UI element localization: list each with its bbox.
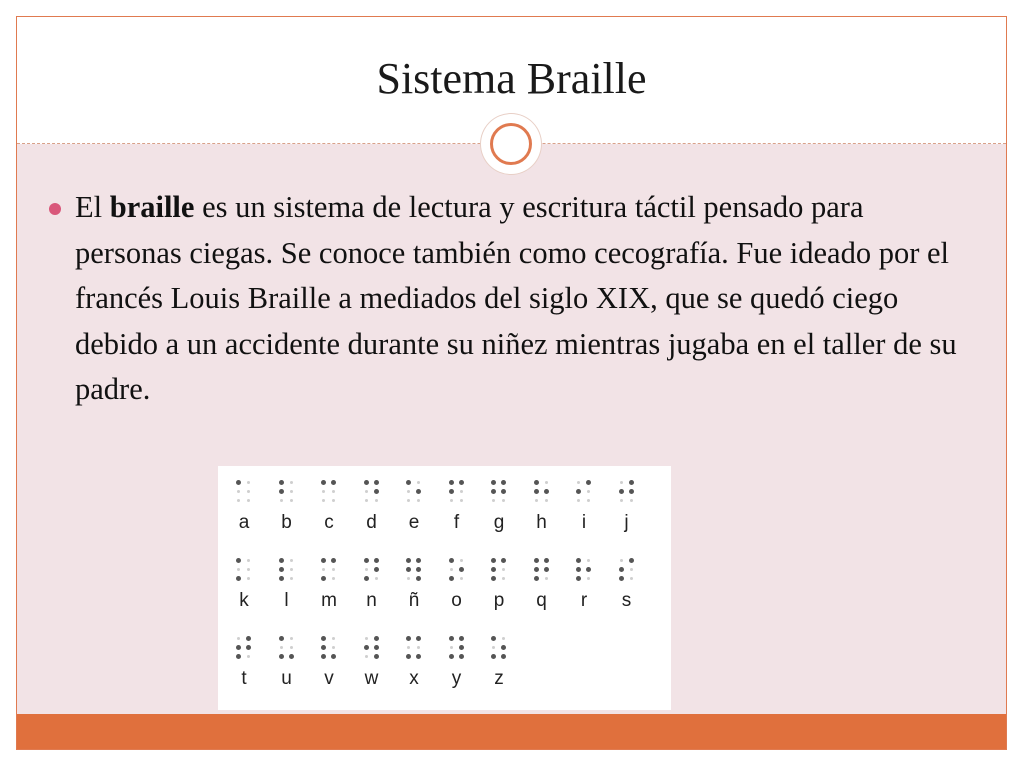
braille-letter-label: o [451, 590, 462, 611]
braille-dot [619, 567, 624, 572]
braille-dot [280, 499, 283, 502]
braille-letter-label: v [324, 668, 334, 689]
braille-dot [406, 558, 411, 563]
braille-dot [449, 576, 454, 581]
braille-dot [459, 480, 464, 485]
braille-dot [406, 636, 411, 641]
braille-dot [586, 567, 591, 572]
braille-dot [587, 559, 590, 562]
braille-dot [619, 576, 624, 581]
braille-letter-label: p [493, 590, 505, 611]
braille-dot [247, 655, 250, 658]
braille-dot [279, 567, 284, 572]
braille-dot [280, 646, 283, 649]
slide-title: Sistema Braille [376, 54, 647, 103]
braille-dot [290, 559, 293, 562]
braille-dot [501, 480, 506, 485]
braille-letter-label: h [536, 512, 547, 533]
braille-dot [331, 558, 336, 563]
braille-cell-q [522, 556, 562, 626]
braille-dot [290, 637, 293, 640]
braille-letter-label: j [624, 512, 629, 533]
bullet-rest: es un sistema de lectura y escritura táctil pensado para personas ciegas. Se conoce también como cecografía. Fue ideado por el francés Louis Braille a mediados del siglo XIX, que se quedó ciego debido a un accidente durante su niñez mientras jugaba en el taller de su padre. [75, 190, 957, 406]
braille-dot [620, 559, 623, 562]
braille-letter-label: k [239, 590, 249, 611]
braille-dot [502, 568, 505, 571]
braille-dot [331, 654, 336, 659]
slide [16, 16, 1007, 750]
braille-dot [576, 558, 581, 563]
braille-dot [279, 489, 284, 494]
braille-dot [407, 490, 410, 493]
braille-letter-label: e [408, 512, 420, 533]
braille-letter-label: t [241, 668, 247, 689]
braille-dot [247, 559, 250, 562]
braille-dot [406, 567, 411, 572]
braille-cell-f [437, 478, 477, 548]
braille-dot [375, 499, 378, 502]
braille-dot [321, 654, 326, 659]
braille-dot [321, 480, 326, 485]
braille-dot [236, 480, 241, 485]
braille-letter-label: m [321, 590, 337, 611]
braille-dot [416, 558, 421, 563]
braille-dot [322, 568, 325, 571]
braille-dot [491, 567, 496, 572]
braille-letter-label: r [580, 590, 588, 611]
braille-letter-label: g [493, 512, 505, 533]
braille-dot [491, 654, 496, 659]
braille-dot [374, 636, 379, 641]
braille-dot [279, 480, 284, 485]
braille-dot [236, 645, 241, 650]
braille-letter-label: u [281, 668, 292, 689]
braille-dot [374, 654, 379, 659]
braille-dot [236, 654, 241, 659]
braille-letter-label: ñ [408, 590, 420, 611]
braille-dot [236, 558, 241, 563]
braille-cell-g [479, 478, 519, 548]
braille-cell-o [437, 556, 477, 626]
braille-cell-j [607, 478, 647, 548]
braille-dot [620, 499, 623, 502]
braille-dot [237, 499, 240, 502]
braille-dot [534, 489, 539, 494]
braille-cell-z [479, 634, 519, 704]
braille-dot [407, 577, 410, 580]
braille-dot [416, 654, 421, 659]
braille-dot [460, 490, 463, 493]
braille-dot [279, 654, 284, 659]
braille-cell-k [224, 556, 264, 626]
braille-dot [587, 499, 590, 502]
braille-dot [375, 577, 378, 580]
braille-dot [332, 577, 335, 580]
braille-dot [374, 489, 379, 494]
braille-cell-r [564, 556, 604, 626]
braille-dot [491, 576, 496, 581]
braille-dot [374, 645, 379, 650]
braille-cell-c [309, 478, 349, 548]
braille-dot [491, 480, 496, 485]
braille-dot [629, 489, 634, 494]
braille-dot [620, 481, 623, 484]
braille-dot [416, 636, 421, 641]
braille-letter-label: c [324, 512, 334, 533]
braille-cell-y [437, 634, 477, 704]
braille-dot [321, 645, 326, 650]
braille-dot [416, 576, 421, 581]
braille-dot [501, 489, 506, 494]
braille-cell-b [267, 478, 307, 548]
braille-dot [630, 499, 633, 502]
braille-letter-label: y [451, 668, 462, 689]
braille-dot [247, 577, 250, 580]
braille-letter-label: d [366, 512, 377, 533]
braille-alphabet-image [218, 466, 671, 710]
braille-dot [459, 636, 464, 641]
braille-dot [322, 499, 325, 502]
braille-dot [321, 636, 326, 641]
braille-dot [587, 490, 590, 493]
braille-letter-label: q [536, 590, 547, 611]
braille-letter-label: l [284, 590, 289, 611]
braille-dot [406, 654, 411, 659]
braille-dot [450, 499, 453, 502]
braille-cell-e [394, 478, 434, 548]
braille-dot [629, 558, 634, 563]
braille-dot [321, 576, 326, 581]
braille-dot [544, 489, 549, 494]
braille-dot [491, 558, 496, 563]
braille-dot [492, 646, 495, 649]
braille-dot [332, 637, 335, 640]
braille-dot [576, 489, 581, 494]
braille-dot [279, 576, 284, 581]
braille-dot [460, 559, 463, 562]
braille-letter-label: f [453, 512, 460, 533]
braille-cell-s [607, 556, 647, 626]
braille-dot [629, 480, 634, 485]
braille-dot [279, 636, 284, 641]
braille-dot [374, 558, 379, 563]
braille-dot [534, 480, 539, 485]
bullet-text [75, 185, 964, 413]
braille-dot [237, 490, 240, 493]
braille-dot [247, 499, 250, 502]
braille-dot [365, 637, 368, 640]
braille-dot [577, 481, 580, 484]
braille-cell-h [522, 478, 562, 548]
braille-dot [534, 567, 539, 572]
braille-dot [416, 489, 421, 494]
braille-dot [407, 646, 410, 649]
braille-dot [332, 568, 335, 571]
braille-dot [491, 636, 496, 641]
braille-dot [630, 568, 633, 571]
braille-dot [576, 576, 581, 581]
braille-dot [365, 499, 368, 502]
braille-dot [459, 567, 464, 572]
braille-dot [501, 645, 506, 650]
braille-cell-t [224, 634, 264, 704]
braille-dot [545, 499, 548, 502]
braille-dot [331, 480, 336, 485]
braille-dot [619, 489, 624, 494]
braille-dot [459, 645, 464, 650]
braille-dot [449, 480, 454, 485]
braille-dot [449, 489, 454, 494]
braille-dot [290, 499, 293, 502]
braille-cell-i [564, 478, 604, 548]
braille-dot [364, 645, 369, 650]
braille-dot [450, 568, 453, 571]
braille-dot [534, 558, 539, 563]
braille-dot [364, 480, 369, 485]
braille-dot [544, 558, 549, 563]
braille-cell-n [352, 556, 392, 626]
braille-dot [332, 499, 335, 502]
bullet-lead: El [75, 190, 103, 224]
braille-dot [417, 499, 420, 502]
braille-dot [534, 576, 539, 581]
braille-dot [322, 490, 325, 493]
braille-cell-l [267, 556, 307, 626]
braille-cell-p [479, 556, 519, 626]
braille-dot [246, 645, 251, 650]
braille-cell-v [309, 634, 349, 704]
braille-dot [502, 499, 505, 502]
braille-dot [630, 577, 633, 580]
braille-dot [501, 654, 506, 659]
braille-dot [374, 567, 379, 572]
braille-dot [417, 481, 420, 484]
braille-dot [502, 577, 505, 580]
braille-letter-label: x [409, 668, 419, 689]
braille-dot [279, 558, 284, 563]
braille-cell-ñ [394, 556, 434, 626]
braille-cell-x [394, 634, 434, 704]
braille-dot [290, 481, 293, 484]
braille-dot [290, 646, 293, 649]
braille-dot [332, 490, 335, 493]
braille-dot [460, 577, 463, 580]
braille-dot [237, 637, 240, 640]
braille-cell-w [352, 634, 392, 704]
braille-dot [407, 499, 410, 502]
braille-dot [502, 637, 505, 640]
braille-dot [236, 576, 241, 581]
braille-dot [491, 489, 496, 494]
braille-letter-label: s [621, 590, 632, 611]
braille-dot [290, 490, 293, 493]
braille-dot [364, 576, 369, 581]
braille-letter-label: b [281, 512, 292, 533]
braille-dot [449, 558, 454, 563]
braille-letter-label: i [581, 512, 587, 533]
braille-dot [290, 568, 293, 571]
braille-dot [501, 558, 506, 563]
braille-dot [365, 568, 368, 571]
braille-cell-u [267, 634, 307, 704]
braille-cell-a [224, 478, 264, 548]
braille-dot [365, 655, 368, 658]
bullet-bold-term: braille [109, 190, 195, 224]
braille-dot [289, 654, 294, 659]
bottom-accent-bar [17, 714, 1006, 749]
braille-dot [332, 646, 335, 649]
braille-dot [535, 499, 538, 502]
braille-dot [577, 499, 580, 502]
braille-cell-d [352, 478, 392, 548]
braille-dot [586, 480, 591, 485]
braille-dot [416, 567, 421, 572]
braille-cell-m [309, 556, 349, 626]
braille-dot [576, 567, 581, 572]
braille-dot [545, 577, 548, 580]
braille-dot [587, 577, 590, 580]
braille-dot [247, 481, 250, 484]
bullet-dot-icon [49, 203, 61, 215]
braille-dot [290, 577, 293, 580]
braille-dot [365, 490, 368, 493]
circle-ornament-icon [481, 114, 541, 174]
braille-dot [374, 480, 379, 485]
braille-dot [492, 499, 495, 502]
braille-dot [246, 636, 251, 641]
braille-dot [406, 480, 411, 485]
braille-dot [449, 636, 454, 641]
bullet-item [49, 185, 964, 413]
braille-dot [545, 481, 548, 484]
braille-dot [417, 646, 420, 649]
braille-dot [247, 568, 250, 571]
braille-letter-label: z [494, 668, 504, 689]
braille-dot [247, 490, 250, 493]
braille-letter-label: w [364, 668, 379, 689]
braille-dot [364, 558, 369, 563]
braille-dot [459, 654, 464, 659]
ring-icon [490, 123, 532, 165]
braille-letter-label: a [238, 512, 250, 533]
braille-dot [544, 567, 549, 572]
braille-dot [237, 568, 240, 571]
braille-dot [450, 646, 453, 649]
braille-letter-label: n [366, 590, 377, 611]
braille-dot [449, 654, 454, 659]
braille-dot [321, 558, 326, 563]
braille-dot [460, 499, 463, 502]
